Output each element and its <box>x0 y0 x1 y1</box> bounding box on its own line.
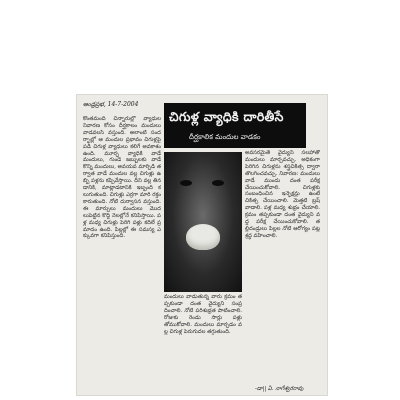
article-column-middle: మందులు వాడుతున్న వారు క్రమం తప్పకుండా దంత వైద్యుని సంప్రదించాలి. నోటి పరిశుభ్రత పాటించాలి. రోజుకు రెండు సార్లు పళ్లు తోముకోవాలి. మందులు మార్చడం వల్ల చిగుళ్ల పెరుగుదల తగ్గుతుంది. <box>164 294 242 335</box>
author-byline: -డా|| ఏ. నాగేశ్వరరావు <box>255 386 304 392</box>
photo-mouth <box>186 224 220 250</box>
source-date-note: ఆంధ్రప్రభ, 14-7-2004 <box>83 101 139 108</box>
article-column-right: అవసరమైతే వైద్యుని సలహాతో మందులు మార్చవచ్చు. అధికంగా పెరిగిన చిగుళ్లను శస్త్రచికిత్స ద్వారా తొలగించవచ్చు. నివారణ: మందులు వాడే ముందు దంత పరీక్ష చేయించుకోవాలి. చిగుళ్లకు సంబంధించిన ఇన్ఫెక్షన్లు ఉంటే చికిత్స చేయించాలి. మెత్తటి బ్రష్ వాడాలి. పళ్ల మధ్య శుభ్రం చేయాలి. క్రమం తప్పకుండా దంత వైద్యుని వద్ద పరీక్ష చేయించుకోవాలి. తల్లిదండ్రులు పిల్లల నోటి ఆరోగ్యం పట్ల శ్రద్ధ వహించాలి. <box>245 150 320 239</box>
article-column-left: కొంతమంది చిన్నారుల్లో వ్యాధుల నివారణ కోసం దీర్ఘకాలం మందులు వాడవలసి వస్తుంది. అలాంటి సందర్భాల్లో ఆ మందుల ప్రభావం చిగుళ్లపై పడి చిగుళ్ల వ్యాధులు కలిగే అవకాశం ఉంది. మూర్ఛ వ్యాధికి వాడే మందులు, గుండె జబ్బులకు వాడే కొన్ని మందులు, అవయవ మార్పిడి తర్వాత వాడే మందుల వల్ల చిగుళ్లు ఉబ్బి పళ్లను కప్పివేస్తాయి. దీని వల్ల తినడానికి, మాట్లాడటానికి ఇబ్బంది కలుగుతుంది. చిగుళ్లు ఎర్రగా మారి రక్తం కారుతుంది. నోటి దుర్వాసన వస్తుంది. ఈ మార్పులు మందులు మొదలుపెట్టిన కొద్ది నెలల్లోనే కనిపిస్తాయి. పళ్ల మధ్య చిగుళ్లు పెరిగి పళ్లు కదిలే ప్రమాదం ఉంది. పిల్లల్లో ఈ సమస్య ఎక్కువగా కనిపిస్తుంది. <box>83 116 161 240</box>
subheadline: దీర్ఘకాలిక మందుల వాడకం <box>189 133 261 141</box>
headline-box <box>164 103 306 148</box>
headline: చిగుళ్ల వ్యాధికి దారితీసే <box>169 109 284 124</box>
article-photo <box>164 152 242 292</box>
photo-eye-left <box>180 180 192 186</box>
photo-eye-right <box>212 180 224 186</box>
